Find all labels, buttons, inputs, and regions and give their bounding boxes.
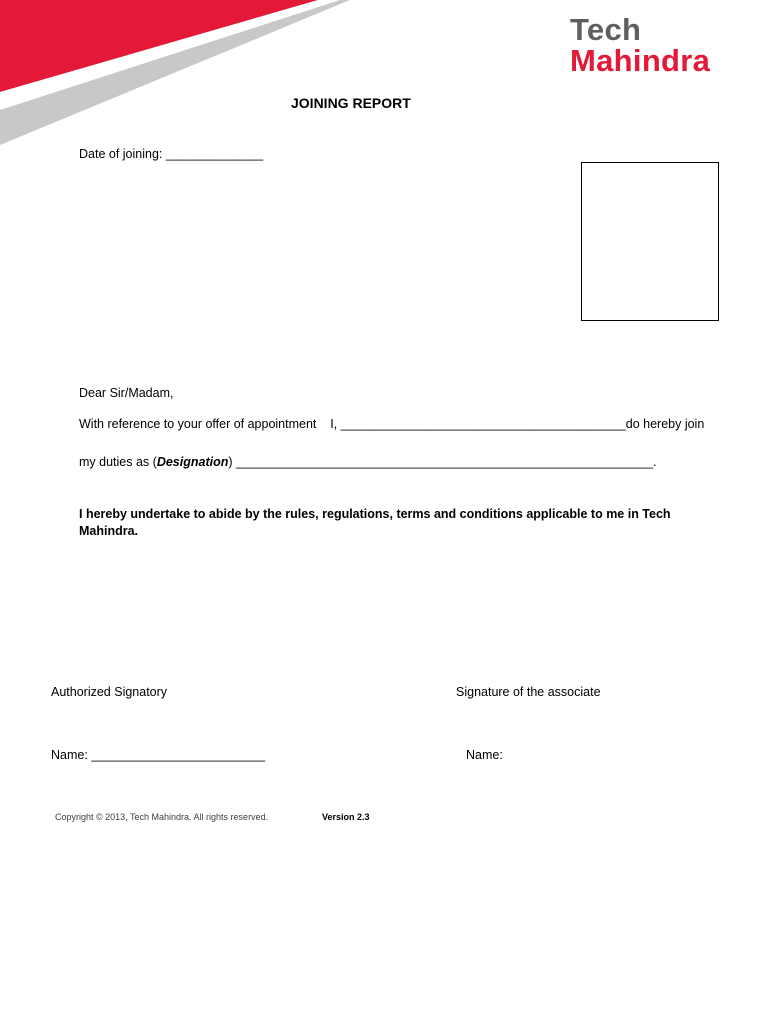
date-of-joining-label: Date of joining: <box>79 147 163 161</box>
designation-label: Designation <box>156 455 229 469</box>
tech-mahindra-logo <box>570 14 710 76</box>
duties-end: . <box>653 455 657 469</box>
photo-box <box>581 162 719 321</box>
duties-close: ) <box>228 455 236 469</box>
name-label-left: Name: <box>51 748 88 762</box>
duties-prefix: my duties as ( <box>79 455 157 469</box>
salutation: Dear Sir/Madam, <box>79 386 174 400</box>
undertaking-statement: I hereby undertake to abide by the rules, regulations, terms and conditions applicable to me in Tech Mahindra. <box>79 507 671 538</box>
page-title: JOINING REPORT <box>291 95 411 111</box>
name-label-right: Name: <box>466 748 503 762</box>
designation-blank: ____________________________________________________________ <box>236 455 654 469</box>
reference-text: With reference to your offer of appointment I, <box>79 417 341 431</box>
name-blank: _________________________________________ <box>340 417 626 431</box>
authorized-signatory-label: Authorized Signatory <box>51 685 168 699</box>
name-row-left <box>51 748 265 762</box>
reference-line <box>79 417 704 431</box>
header-banner-graphic <box>0 0 360 150</box>
version-text: Version 2.3 <box>322 812 370 822</box>
logo-text-tech: Tech <box>570 12 642 47</box>
date-of-joining-row <box>79 147 263 161</box>
logo-text-mahindra: Mahindra <box>570 43 711 78</box>
name-blank-left: _________________________ <box>91 748 266 762</box>
associate-signature-label: Signature of the associate <box>456 685 601 699</box>
date-of-joining-blank: ______________ <box>165 147 264 161</box>
duties-line <box>79 455 657 469</box>
reference-tail: do hereby join <box>625 417 705 431</box>
copyright-text: Copyright © 2013, Tech Mahindra. All rights reserved. <box>55 812 269 822</box>
